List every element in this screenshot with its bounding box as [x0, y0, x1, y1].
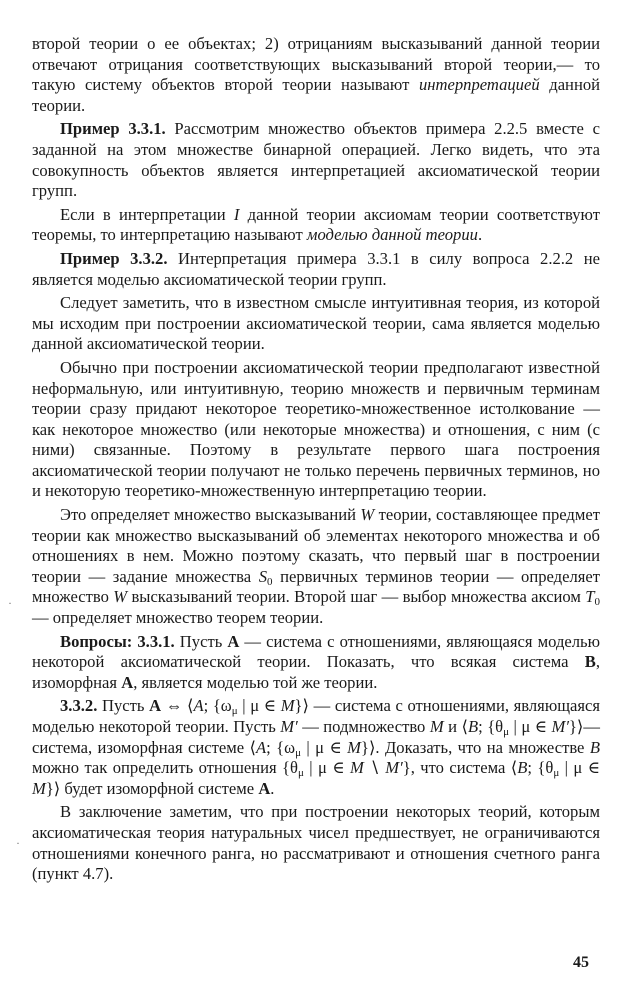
- paragraph: Пример 3.3.2. Интерпретация примера 3.3.1 в силу вопроса 2.2.2 не является моделью аксиоматической теории групп.: [32, 248, 601, 289]
- paragraph: Пример 3.3.1. Рассмотрим множество объектов примера 2.2.5 вместе с заданной на этом множестве бинарной операцией. Легко видеть, что эта совокупность объектов является интерпретацией аксиоматической теории групп.: [32, 119, 601, 201]
- page-number: 45: [573, 954, 589, 971]
- paragraph: В заключение заметим, что при построении некоторых теорий, которым аксиоматическая теория натуральных чисел предшествует, не ограничиваются отношениями конечного ранга, но рассматривают и отношения счетного ранга (пункт 4.7).: [32, 802, 600, 884]
- paragraph: Это определяет множество высказываний W теории, составляющее предмет теории как множество высказываний об элементах некоторого множества и об отношениях в нем. Можно поэтому сказать, что первый шаг в построении теории — задание множества $S_0$ первичных терминов теории — определяет множество W высказываний теории. Второй шаг — выбор множества аксиом $T_0$ — определяет множество теорем теории.: [32, 505, 600, 628]
- paragraph: Обычно при построении аксиоматической теории предполагают известной неформальную, или интуитивную, теорию множеств и первичным терминам теории сразу придают некоторое теоретико-множественное истолкование — как некоторое множество (или некоторые множества) и отношения, с ним (с ними) связанные. Поэтому в результате первого шага построения аксиоматической теории получают не только перечень первичных терминов, но и некоторую теоретико-множественную интерпретацию теории.: [32, 357, 600, 501]
- paragraph: второй теории о ее объектах; 2) отрицаниям высказываний данной теории отвечают отрицания соответствующих высказываний второй теории,— то такую систему объектов второй теории называют интерпретацией данной теории.: [32, 34, 600, 115]
- page-text: [32, 34, 600, 888]
- paragraph: Вопросы: 3.3.1. Пусть A — система с отношениями, являющаяся моделью некоторой аксиоматической теории. Показать, что всякая система B, изоморфная A, является моделью той же теории.: [32, 631, 600, 692]
- scan-speck-mark: ·: [8, 596, 12, 610]
- paragraph: Следует заметить, что в известном смысле интуитивная теория, из которой мы исходим при построении аксиоматической теории, сама является моделью данной аксиоматической теории.: [32, 293, 600, 354]
- paragraph: 3.3.2. Пусть A ⇔ ⟨A; {$\omega_\mu$ | μ ∈ M}⟩ — система с отношениями, являющаяся моделью некоторой теории. Пусть M′ — подмножество M и ⟨B; {$\theta_\mu$ | μ ∈ M′}⟩—система, изоморфная системе ⟨A; {$\omega_\mu$ | μ ∈ M}⟩. Доказать, что на множестве B можно так определить отношения {$\theta_\mu$ | μ ∈ M ∖ M′}, что система ⟨B; {$\theta_\mu$ | μ ∈ M}⟩ будет изоморфной системе A.: [32, 696, 600, 798]
- paragraph: Если в интерпретации I данной теории аксиомам теории соответствуют теоремы, то интерпретацию называют моделью данной теории.: [32, 204, 600, 245]
- scan-speck-mark: ·: [16, 836, 20, 850]
